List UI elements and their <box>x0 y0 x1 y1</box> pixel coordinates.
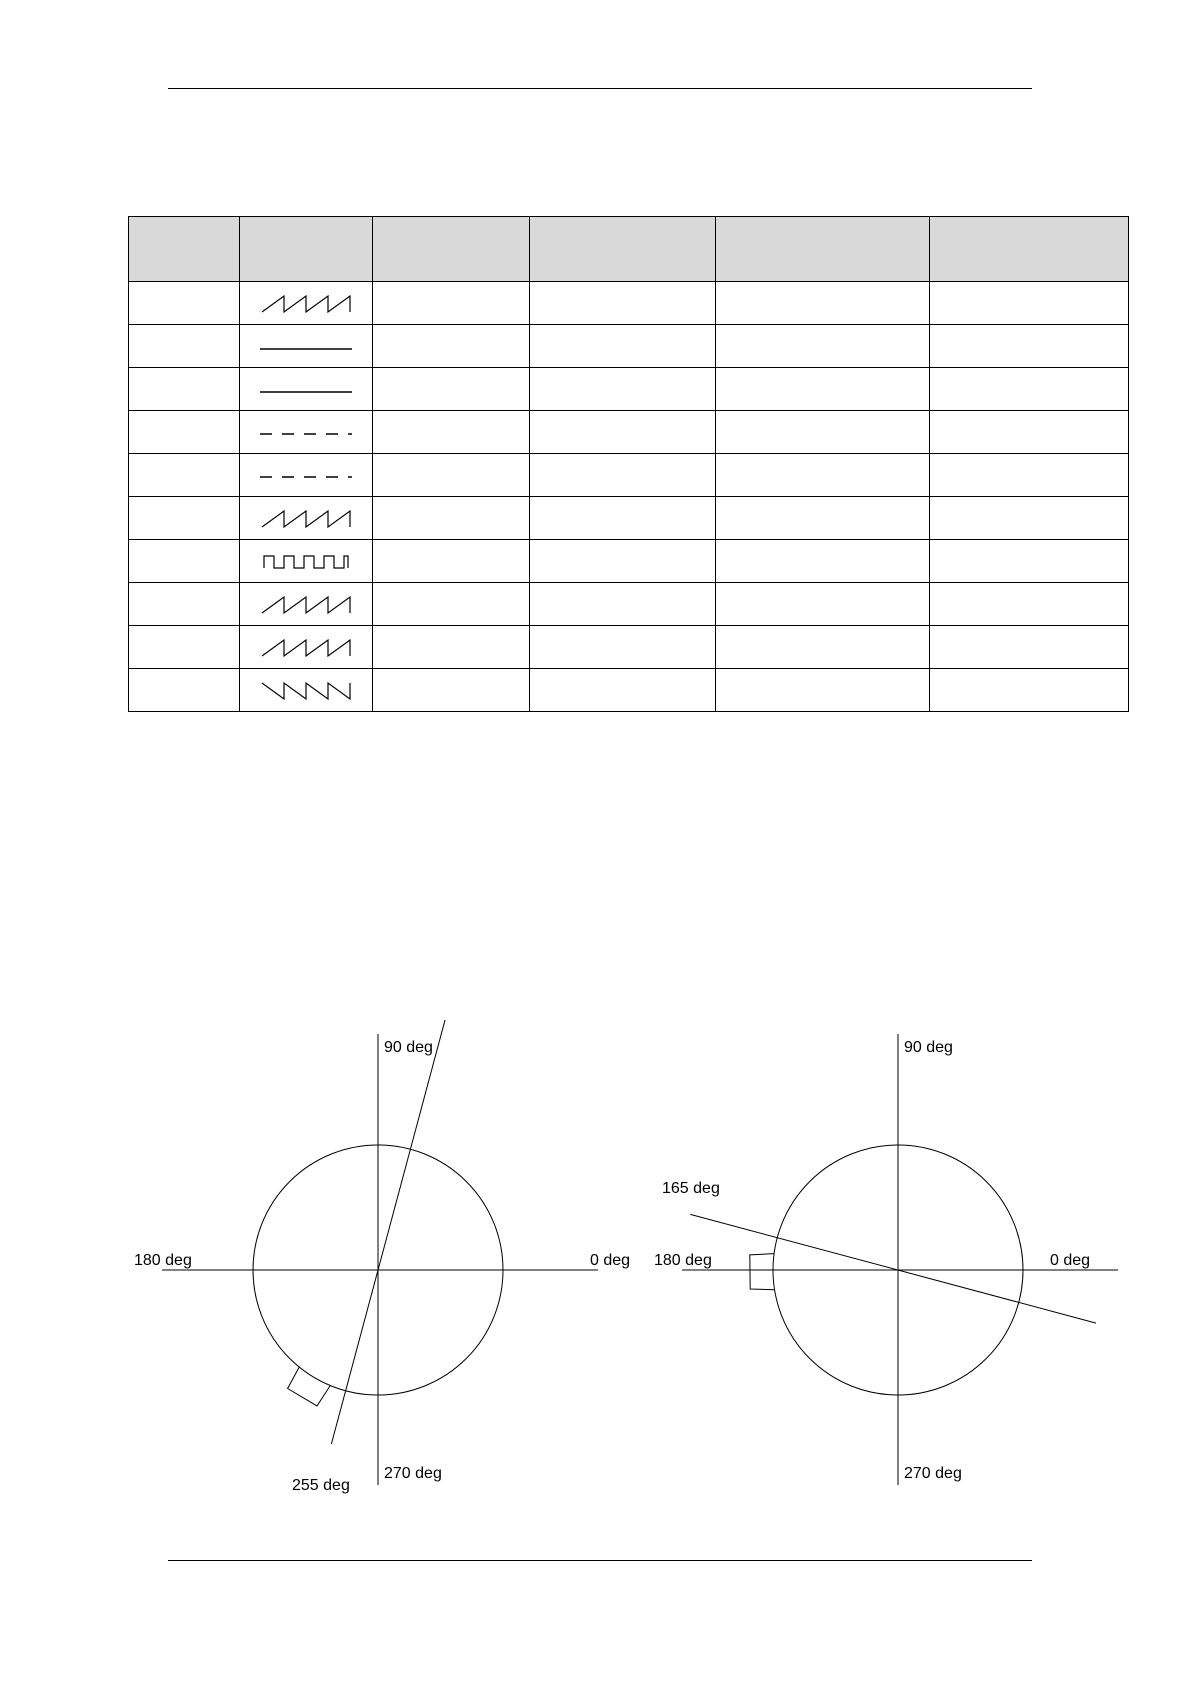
table-cell <box>530 497 716 540</box>
table-header-row <box>129 217 1129 282</box>
table-cell <box>716 497 930 540</box>
table-cell <box>716 325 930 368</box>
table-cell <box>373 282 530 325</box>
sawtooth-rising-icon <box>258 593 354 615</box>
table-row <box>129 368 1129 411</box>
table-cell <box>129 282 240 325</box>
label-180-deg: 180 deg <box>654 1252 712 1269</box>
header-cell <box>930 217 1129 282</box>
table-row <box>129 282 1129 325</box>
table-cell <box>373 454 530 497</box>
header-cell <box>129 217 240 282</box>
label-0-deg: 0 deg <box>1050 1252 1091 1269</box>
dashed-line-icon <box>258 421 354 443</box>
table-cell <box>716 411 930 454</box>
table-row <box>129 583 1129 626</box>
heading-marker <box>750 1254 775 1290</box>
header-cell <box>373 217 530 282</box>
table-cell <box>930 325 1129 368</box>
header-cell <box>240 217 373 282</box>
table-cell <box>373 583 530 626</box>
heading-diagram-left <box>120 1020 650 1510</box>
table-cell <box>716 368 930 411</box>
symbol-cell <box>240 411 373 454</box>
table-cell <box>716 454 930 497</box>
table-row <box>129 411 1129 454</box>
table-cell <box>716 626 930 669</box>
header-rule <box>168 88 1032 89</box>
label-heading: 255 deg <box>292 1477 350 1494</box>
table-cell <box>129 497 240 540</box>
symbol-cell <box>240 325 373 368</box>
square-wave-icon <box>258 550 354 572</box>
table-cell <box>129 325 240 368</box>
table-cell <box>373 626 530 669</box>
table-cell <box>716 282 930 325</box>
symbol-cell <box>240 368 373 411</box>
table-cell <box>716 540 930 583</box>
table-cell <box>530 540 716 583</box>
table-cell <box>530 583 716 626</box>
table-cell <box>129 626 240 669</box>
label-90-deg: 90 deg <box>384 1039 433 1056</box>
table-cell <box>930 282 1129 325</box>
table-cell <box>129 669 240 712</box>
table-cell <box>129 368 240 411</box>
solid-line-icon <box>258 335 354 357</box>
sawtooth-rising-icon <box>258 507 354 529</box>
label-180-deg: 180 deg <box>134 1252 192 1269</box>
label-270-deg: 270 deg <box>384 1465 442 1482</box>
sawtooth-rising-icon <box>258 292 354 314</box>
table-cell <box>373 540 530 583</box>
header-cell <box>530 217 716 282</box>
dashed-line-icon <box>258 464 354 486</box>
footer-rule <box>168 1560 1032 1561</box>
table-cell <box>930 411 1129 454</box>
table-cell <box>129 411 240 454</box>
table-cell <box>530 282 716 325</box>
table-cell <box>930 626 1129 669</box>
table-cell <box>716 583 930 626</box>
table-row <box>129 626 1129 669</box>
table-row <box>129 497 1129 540</box>
label-heading: 165 deg <box>662 1180 720 1197</box>
sawtooth-falling-icon <box>258 679 354 701</box>
table-cell <box>129 540 240 583</box>
table-cell <box>930 368 1129 411</box>
label-270-deg: 270 deg <box>904 1465 962 1482</box>
table-cell <box>373 325 530 368</box>
table-cell <box>373 368 530 411</box>
solid-line-icon <box>258 378 354 400</box>
symbol-cell <box>240 626 373 669</box>
table-cell <box>530 669 716 712</box>
table-cell <box>530 325 716 368</box>
heading-diagram-right <box>640 1020 1120 1510</box>
symbol-cell <box>240 583 373 626</box>
table-row <box>129 325 1129 368</box>
table-cell <box>373 411 530 454</box>
sawtooth-rising-icon <box>258 636 354 658</box>
table-cell <box>373 497 530 540</box>
symbol-cell <box>240 497 373 540</box>
symbol-cell <box>240 282 373 325</box>
table-cell <box>530 454 716 497</box>
label-0-deg: 0 deg <box>590 1252 631 1269</box>
table-cell <box>373 669 530 712</box>
table-cell <box>930 669 1129 712</box>
heading-line <box>690 1214 1096 1323</box>
table-cell <box>930 454 1129 497</box>
table-cell <box>530 626 716 669</box>
table-row <box>129 669 1129 712</box>
table-cell <box>129 583 240 626</box>
table-cell <box>716 669 930 712</box>
table-row <box>129 540 1129 583</box>
table-cell <box>530 411 716 454</box>
symbol-cell <box>240 540 373 583</box>
table-cell <box>930 540 1129 583</box>
symbol-cell <box>240 669 373 712</box>
symbol-cell <box>240 454 373 497</box>
table-cell <box>930 583 1129 626</box>
header-cell <box>716 217 930 282</box>
table-cell <box>129 454 240 497</box>
table-cell <box>930 497 1129 540</box>
table-row <box>129 454 1129 497</box>
label-90-deg: 90 deg <box>904 1039 953 1056</box>
heading-marker <box>288 1367 331 1406</box>
table-cell <box>530 368 716 411</box>
waveform-table <box>128 216 1129 712</box>
